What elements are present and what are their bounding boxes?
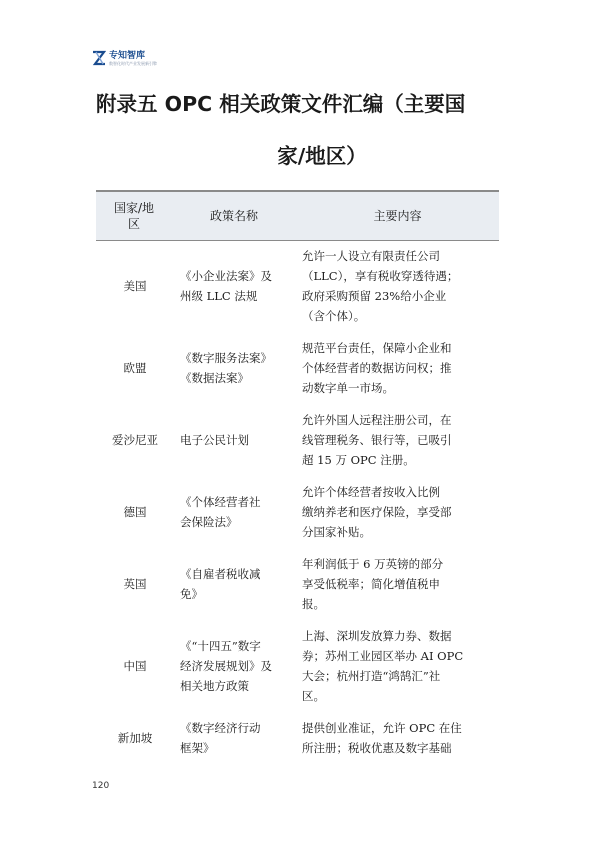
row-policy-line: 框架》 bbox=[180, 741, 215, 755]
row-content-line: 提供创业准证，允许 OPC 在住 bbox=[302, 721, 462, 735]
table-row bbox=[96, 246, 499, 326]
row-policy bbox=[172, 410, 296, 470]
row-content-line: 上海、深圳发放算力券、数据 bbox=[302, 629, 452, 643]
row-content bbox=[302, 554, 499, 614]
row-policy-line: 《数字经济行动 bbox=[180, 721, 261, 735]
table-row bbox=[96, 554, 499, 614]
row-content bbox=[302, 718, 499, 756]
row-content-line: 规范平台责任，保障小企业和 bbox=[302, 341, 452, 355]
page-title-line1: 附录五 OPC 相关政策文件汇编（主要国 bbox=[96, 92, 466, 116]
row-country: 欧盟 bbox=[123, 361, 147, 375]
table-row bbox=[96, 718, 499, 756]
row-policy-line: 经济发展规划》及 bbox=[180, 659, 272, 673]
header-content: 主要内容 bbox=[373, 209, 422, 223]
row-content-line: 线管理税务、银行等，已吸引 bbox=[302, 433, 452, 447]
policy-table-body bbox=[96, 246, 499, 756]
table-row bbox=[96, 482, 499, 542]
row-policy-line: 《小企业法案》及 bbox=[180, 269, 272, 283]
row-content-line: 年利润低于 6 万英镑的部分 bbox=[302, 557, 444, 571]
row-content-line: 分国家补贴。 bbox=[302, 525, 371, 539]
row-policy-line: 《数字服务法案》 bbox=[180, 351, 272, 365]
table-header bbox=[96, 192, 499, 240]
header-country-line: 国家/地 bbox=[113, 201, 155, 215]
row-country: 英国 bbox=[123, 577, 147, 591]
row-content-line: （LLC），享有税收穿透待遇； bbox=[302, 269, 459, 283]
row-content-line: 政府采购预留 23%给小企业 bbox=[302, 289, 447, 303]
row-content bbox=[302, 410, 499, 470]
row-policy bbox=[172, 718, 296, 756]
row-country: 新加坡 bbox=[117, 731, 153, 745]
row-content-line: 缴纳养老和医疗保险，享受部 bbox=[302, 505, 452, 519]
row-content-line: 券；苏州工业园区举办 AI OPC bbox=[302, 649, 464, 663]
row-policy-line: 会保险法》 bbox=[180, 515, 238, 529]
row-content-line: 所注册；税收优惠及数字基础 bbox=[302, 741, 452, 755]
row-policy-line: 《数据法案》 bbox=[180, 371, 249, 385]
table-row bbox=[96, 338, 499, 398]
row-policy bbox=[172, 626, 296, 706]
row-content-line: 允许个体经营者按收入比例 bbox=[302, 485, 440, 499]
page-number: 120 bbox=[92, 781, 110, 791]
row-content-line: 区。 bbox=[302, 689, 325, 703]
row-content bbox=[302, 626, 499, 706]
row-content-line: 允许一人设立有限责任公司 bbox=[302, 249, 440, 263]
row-country: 美国 bbox=[123, 279, 147, 293]
brand-name: 专知智库 bbox=[109, 50, 146, 61]
row-content bbox=[302, 338, 499, 398]
row-content-line: 动数字单一市场。 bbox=[302, 381, 394, 395]
header-country bbox=[96, 192, 172, 240]
table-header-rule bbox=[96, 240, 499, 241]
header-policy: 政策名称 bbox=[209, 209, 258, 223]
row-country: 德国 bbox=[123, 505, 147, 519]
row-policy-line: 相关地方政策 bbox=[180, 679, 249, 693]
row-policy-line: 电子公民计划 bbox=[180, 433, 249, 447]
row-content-line: （含个体）。 bbox=[302, 309, 366, 323]
row-content-line: 允许外国人远程注册公司，在 bbox=[302, 413, 452, 427]
row-content-line: 享受低税率；简化增值税申 bbox=[302, 577, 440, 591]
row-country: 中国 bbox=[123, 659, 147, 673]
row-policy-line: 州级 LLC 法规 bbox=[180, 289, 258, 303]
row-content bbox=[302, 246, 499, 326]
row-content-line: 个体经营者的数据访问权；推 bbox=[302, 361, 452, 375]
table-row bbox=[96, 410, 499, 470]
row-policy bbox=[172, 554, 296, 614]
row-policy-line: 《自雇者税收减 bbox=[180, 567, 261, 581]
row-policy bbox=[172, 246, 296, 326]
header-country-line: 区 bbox=[127, 217, 140, 231]
row-policy bbox=[172, 482, 296, 542]
row-content-line: 报。 bbox=[302, 597, 325, 611]
page-title-line2: 家/地区） bbox=[277, 144, 367, 168]
brand-tagline: 数智化时代产业发展新引擎 bbox=[109, 60, 157, 66]
row-policy-line: 《个体经营者社 bbox=[180, 495, 261, 509]
brand-logo-icon bbox=[92, 50, 106, 66]
row-content-line: 超 15 万 OPC 注册。 bbox=[302, 453, 415, 467]
brand-logo bbox=[92, 50, 157, 66]
row-policy-line: 免》 bbox=[180, 587, 203, 601]
row-policy-line: 《“十四五”数字 bbox=[180, 639, 261, 653]
row-content-line: 大会；杭州打造“鸿鹄汇”社 bbox=[302, 669, 441, 683]
table-row bbox=[96, 626, 499, 706]
row-country: 爱沙尼亚 bbox=[112, 433, 158, 447]
row-policy bbox=[172, 338, 296, 398]
row-content bbox=[302, 482, 499, 542]
